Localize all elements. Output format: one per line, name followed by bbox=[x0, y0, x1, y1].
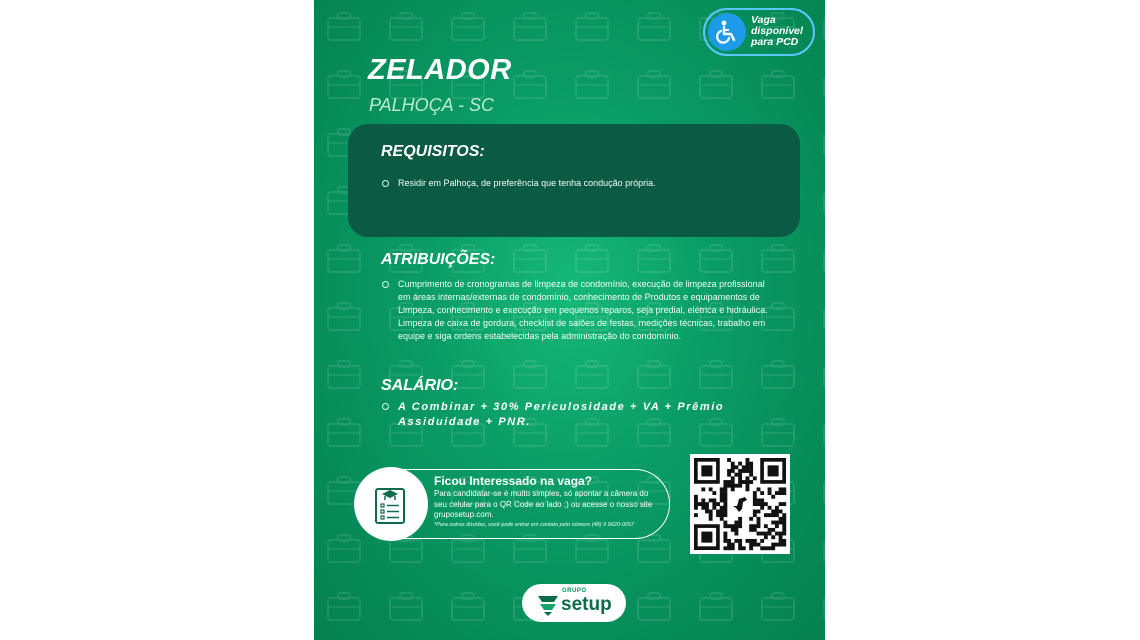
grupo-setup-logo bbox=[522, 584, 626, 622]
job-poster bbox=[314, 0, 825, 640]
qr-center-mascot-icon bbox=[733, 497, 747, 512]
requirements-title: REQUISITOS: bbox=[381, 143, 485, 160]
job-location: PALHOÇA - SC bbox=[369, 95, 495, 115]
cta-title: Ficou Interessado na vaga? bbox=[434, 474, 593, 488]
qr-code[interactable] bbox=[690, 454, 790, 554]
salary-title: SALÁRIO: bbox=[381, 377, 459, 394]
bullet-icon bbox=[382, 281, 389, 288]
duties-title: ATRIBUIÇÕES: bbox=[381, 251, 496, 268]
qr-code-icon bbox=[690, 454, 790, 554]
bullet-icon bbox=[382, 403, 389, 410]
pcd-line-1: Vaga bbox=[751, 14, 776, 26]
wheelchair-icon bbox=[708, 13, 746, 51]
salary-item bbox=[382, 400, 758, 430]
duties-text: Cumprimento de cronogramas de limpeza de condomínio, execução de limpeza profissional em áreas internas/externas de condomínio, conhecimento de Produtos e equipamentos de Limpeza, conhecimento e execução em pequenos reparos, seja predial, elétrica e hidráulica. Limpeza de caixa de gordura, checklist de salões de festas, medições técnicas, trabalho em equipe e siga ordens estabelecidas pela administração do condomínio. bbox=[398, 279, 768, 341]
setup-logo-icon bbox=[536, 592, 560, 616]
pcd-badge-text bbox=[751, 15, 813, 48]
salary-text: A Combinar + 30% Periculosidade + VA + Prêmio Assiduidade + PNR. bbox=[398, 401, 725, 428]
logo-brand: setup bbox=[561, 594, 612, 615]
requirement-text: Residir em Palhoça, de preferência que tenha condução própria. bbox=[398, 178, 656, 188]
logo-group-label: GRUPO bbox=[562, 588, 587, 594]
duties-item bbox=[382, 278, 770, 343]
pcd-line-3: para PCD bbox=[751, 36, 799, 48]
cta-body: Para candidatar-se é muito simples, só apontar a câmera do seu celular para o QR Code ao lado ;) ou acesse o nosso site gruposetup.com. bbox=[434, 489, 653, 519]
cta-note: *Para outras dúvidas, você pode entrar em contato pelo número (48) 9 9620-0057 bbox=[434, 522, 634, 528]
pcd-line-2: disponível bbox=[751, 25, 803, 37]
pcd-badge bbox=[703, 8, 815, 56]
job-title: ZELADOR bbox=[368, 54, 512, 86]
requirement-item bbox=[382, 177, 656, 190]
document-graduation-cap-icon bbox=[354, 467, 428, 541]
bullet-icon bbox=[382, 180, 389, 187]
